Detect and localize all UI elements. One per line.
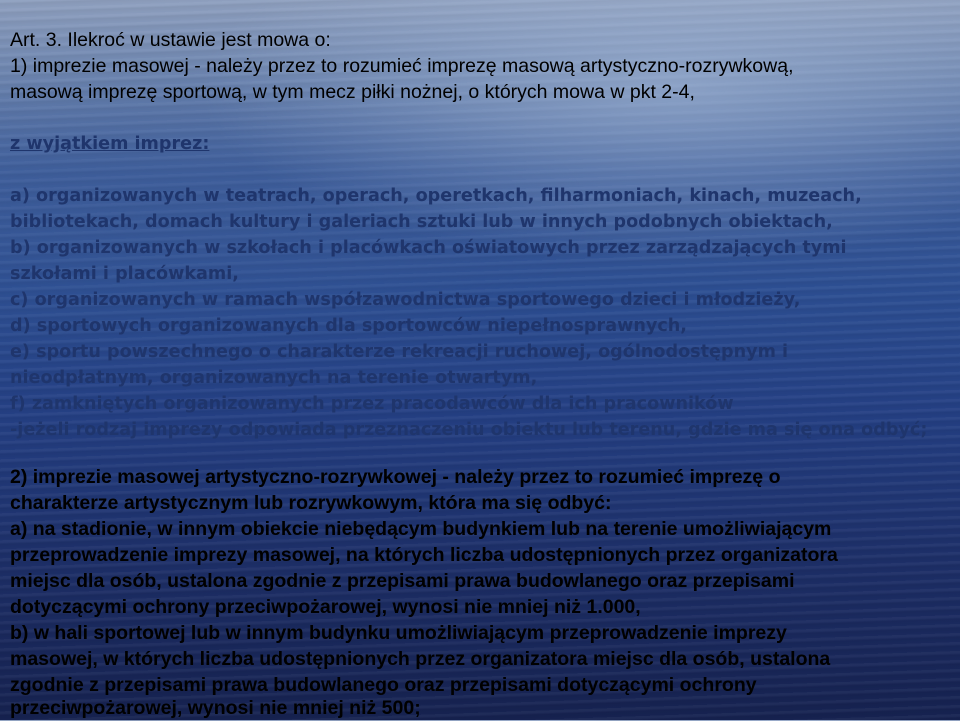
item2-line: przeciwpożarowej, wynosi nie mniej niż 500;: [10, 697, 421, 719]
exception-line: -jeżeli rodzaj imprezy odpowiada przeznaczeniu obiektu lub terenu, gdzie ma się ona odbyć;: [10, 420, 928, 440]
item1-line-2: masową imprezę sportową, w tym mecz piłki nożnej, o których mowa w pkt 2-4,: [10, 81, 695, 103]
item2-line: miejsc dla osób, ustalona zgodnie z przepisami prawa budowlanego oraz przepisami: [10, 570, 795, 592]
item2-line: przeprowadzenie imprezy masowej, na których liczba udostępnionych przez organizatora: [10, 544, 838, 566]
exceptions-heading: z wyjątkiem imprez:: [10, 134, 210, 154]
exception-line: szkołami i placówkami,: [10, 264, 239, 284]
exception-line: nieodpłatnym, organizowanych na terenie otwartym,: [10, 368, 538, 388]
exception-line: b) organizowanych w szkołach i placówkach oświatowych przez zarządzających tymi: [10, 238, 847, 258]
exception-line: a) organizowanych w teatrach, operach, operetkach, filharmoniach, kinach, muzeach,: [10, 186, 862, 206]
item2-line: zgodnie z przepisami prawa budowlanego oraz przepisami dotyczącymi ochrony: [10, 674, 757, 696]
item2-line: a) na stadionie, w innym obiekcie niebędącym budynkiem lub na terenie umożliwiającym: [10, 518, 832, 540]
exception-line: c) organizowanych w ramach współzawodnictwa sportowego dzieci i młodzieży,: [10, 290, 801, 310]
item1-line-1: 1) imprezie masowej - należy przez to rozumieć imprezę masową artystyczno-rozrywkową,: [10, 55, 794, 77]
exception-line: e) sportu powszechnego o charakterze rekreacji ruchowej, ogólnodostępnym i: [10, 342, 789, 362]
exception-line: f) zamkniętych organizowanych przez pracodawców dla ich pracowników: [10, 394, 734, 414]
item2-line: charakterze artystycznym lub rozrywkowym, która ma się odbyć:: [10, 492, 612, 514]
item2-line: 2) imprezie masowej artystyczno-rozrywkowej - należy przez to rozumieć imprezę o: [10, 466, 781, 488]
item2-line: masowej, w których liczba udostępnionych przez organizatora miejsc dla osób, ustalona: [10, 648, 831, 670]
exception-line: d) sportowych organizowanych dla sportowców niepełnosprawnych,: [10, 316, 687, 336]
item2-line: dotyczącymi ochrony przeciwpożarowej, wynosi nie mniej niż 1.000,: [10, 596, 641, 618]
item2-line: b) w hali sportowej lub w innym budynku umożliwiającym przeprowadzenie imprezy: [10, 622, 787, 644]
article-heading: Art. 3. Ilekroć w ustawie jest mowa o:: [10, 29, 331, 51]
exception-line: bibliotekach, domach kultury i galeriach sztuki lub w innych podobnych obiektach,: [10, 212, 833, 232]
